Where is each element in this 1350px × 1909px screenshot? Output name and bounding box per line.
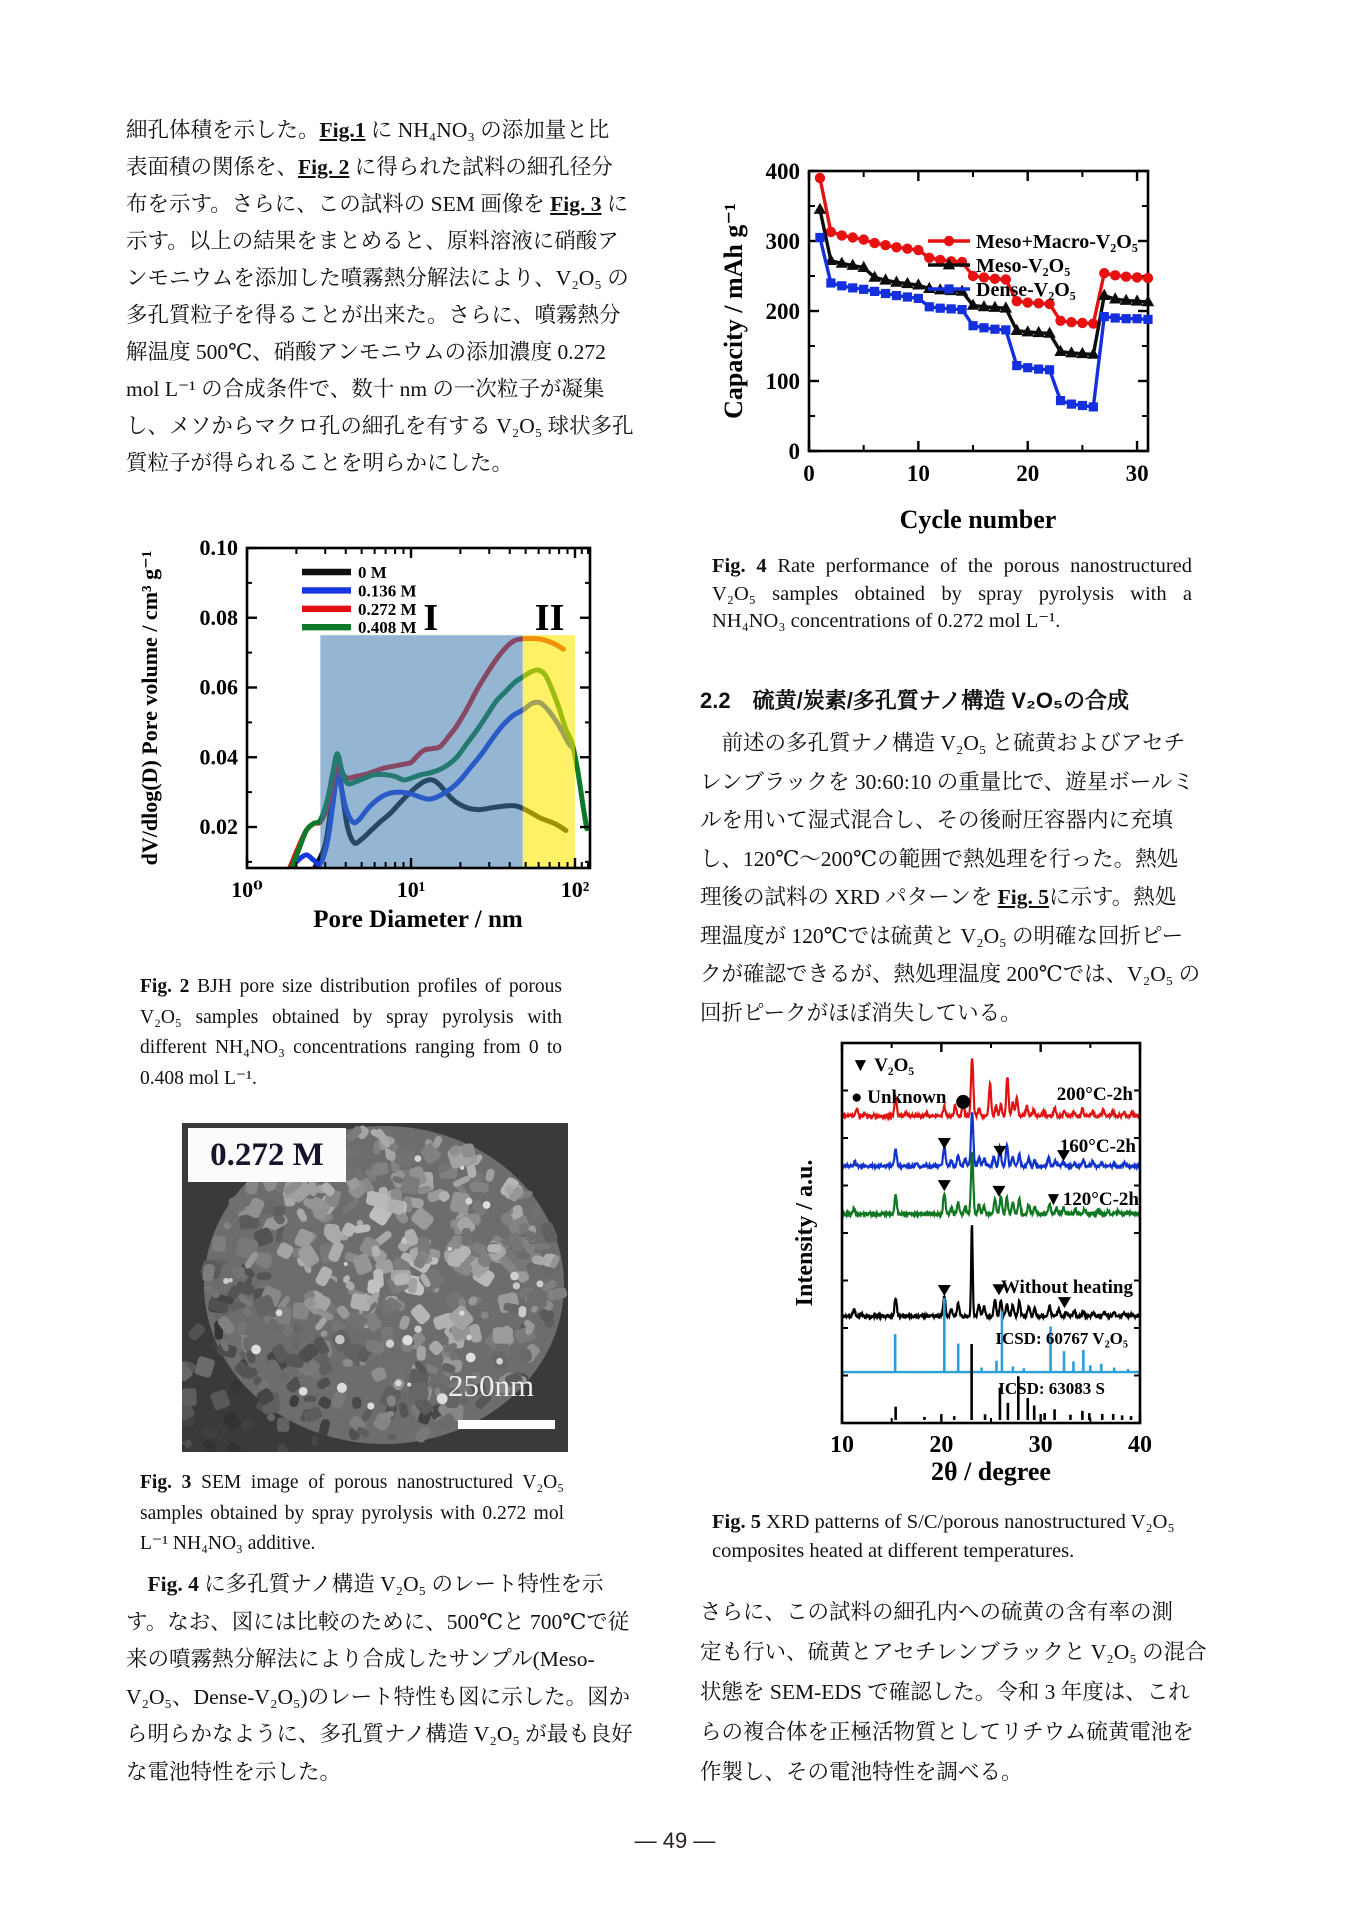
svg-text:100: 100 (765, 369, 800, 394)
text-line: 示す。以上の結果をまとめると、原料溶液に硝酸ア (126, 229, 619, 253)
svg-text:0.04: 0.04 (199, 744, 238, 770)
svg-text:Intensity / a.u.: Intensity / a.u. (792, 1159, 818, 1307)
svg-text:0.08: 0.08 (199, 604, 238, 630)
fig4-legend (928, 231, 1138, 301)
fig2-region-I (320, 635, 522, 868)
text-line: さらに、この試料の細孔内への硫黄の含有率の測 (700, 1600, 1174, 1624)
text-line: 状態を SEM-EDS で確認した。令和 3 年度は、これ (700, 1680, 1190, 1704)
fig5-caption-prefix: Fig. 5 (712, 1511, 767, 1533)
svg-text:200°C-2h: 200°C-2h (1056, 1084, 1133, 1105)
fig5-caption-text: XRD patterns of S/C/porous nanostructured V₂O₅ composites heated at different temperatures. (712, 1511, 1175, 1562)
svg-text:400: 400 (765, 159, 800, 184)
svg-text:160°C-2h: 160°C-2h (1059, 1136, 1136, 1157)
svg-text:40: 40 (1128, 1432, 1152, 1458)
text-line: 質粒子が得られることを明らかにした。 (126, 451, 514, 475)
fig2-caption-text: BJH pore size distribution profiles of porous V₂O₅ samples obtained by spray pyrolysis with different NH₄NO₃ concentrations ranging from 0 to 0.408 mol L⁻¹. (140, 976, 562, 1089)
text-line: す。なお、図には比較のために、500℃と 700℃で従 (126, 1609, 630, 1634)
text-line: レンブラックを 30:60:10 の重量比で、遊星ボールミ (700, 769, 1194, 794)
text-line: し、メソからマクロ孔の細孔を有する V₂O₅ 球状多孔 (126, 414, 634, 438)
fig3-caption-text: SEM image of porous nanostructured V₂O₅ samples obtained by spray pyrolysis with 0.272 mol L⁻¹ NH₄NO₃ additive. (140, 1472, 564, 1554)
text-line: Fig. 4 に多孔質ナノ構造 V₂O₅ のレート特性を示 (147, 1572, 604, 1596)
svg-text:30: 30 (1125, 461, 1149, 486)
svg-text:0.408 M: 0.408 M (358, 618, 417, 638)
page-number: — 49 — (634, 1828, 716, 1853)
paragraph-sulfur-composite-synthesis (700, 724, 1200, 1032)
svg-text:Dense-V₂O₅: Dense-V₂O₅ (976, 279, 1076, 301)
fig2-region-II (523, 635, 575, 868)
fig4-caption (712, 553, 1192, 636)
svg-text:0.10: 0.10 (199, 535, 238, 560)
svg-text:Pore Diameter / nm: Pore Diameter / nm (313, 906, 523, 933)
svg-text:Capacity / mAh g⁻¹: Capacity / mAh g⁻¹ (719, 203, 748, 419)
fig3-sem-image (182, 1123, 568, 1452)
fig4-caption-text: Rate performance of the porous nanostructured V₂O₅ samples obtained by spray pyrolysis with a NH₄NO₃ concentrations of 0.272 mol L⁻¹. (712, 555, 1193, 632)
fig5-trace-3 (842, 1225, 1140, 1318)
svg-text:ICSD: 60767 V₂O₅: ICSD: 60767 V₂O₅ (995, 1329, 1128, 1348)
paragraph-future-work (700, 1592, 1207, 1792)
svg-text:10²: 10² (560, 877, 590, 902)
fig5-xrd-chart (780, 1030, 1160, 1490)
svg-text:10: 10 (830, 1432, 854, 1458)
fig4-caption-prefix: Fig. 4 (712, 555, 778, 577)
svg-text:10: 10 (906, 461, 930, 486)
svg-text:Without heating: Without heating (1000, 1277, 1133, 1298)
svg-text:20: 20 (929, 1432, 954, 1458)
svg-text:dV/dlog(D) Pore volume / cm³ g: dV/dlog(D) Pore volume / cm³ g⁻¹ (137, 550, 162, 866)
svg-text:2θ / degree: 2θ / degree (931, 1457, 1051, 1486)
svg-text:200: 200 (765, 299, 800, 324)
svg-text:0: 0 (788, 439, 800, 464)
fig2-legend (302, 563, 417, 637)
fig2-caption-prefix: Fig. 2 (140, 976, 198, 997)
section-heading-2-2: 2.2 硫黄/炭素/多孔質ナノ構造 V₂O₅の合成 (700, 688, 1130, 713)
svg-text:0.02: 0.02 (199, 814, 238, 839)
text-line: 来の噴霧熱分解法により合成したサンプル(Meso- (126, 1647, 595, 1671)
svg-text:Meso-V₂O₅: Meso-V₂O₅ (976, 255, 1071, 277)
text-line: ンモニウムを添加した噴霧熱分解法により、V₂O₅ の (126, 266, 629, 290)
sem-concentration-label: 0.272 M (188, 1128, 346, 1182)
svg-text:20: 20 (1016, 461, 1040, 486)
svg-text:0 M: 0 M (358, 563, 387, 582)
sem-scalebar-label: 250nm (448, 1368, 535, 1403)
svg-text:0.06: 0.06 (199, 674, 238, 700)
fig2-caption (140, 972, 562, 1094)
svg-text:ICSD: 63083 S: ICSD: 63083 S (998, 1379, 1105, 1398)
fig5-caption (712, 1508, 1206, 1566)
text-line: クが確認できるが、熱処理温度 200℃では、V₂O₅ の (700, 962, 1201, 986)
svg-text:▼ V₂O₅: ▼ V₂O₅ (851, 1055, 915, 1076)
text-line: 布を示す。さらに、この試料の SEM 画像を Fig. 3 に (126, 192, 629, 216)
sem-scalebar (458, 1420, 555, 1429)
text-line: 表面積の関係を、Fig. 2 に得られた試料の細孔径分 (126, 155, 613, 179)
svg-text:II: II (534, 597, 565, 639)
fig2-pore-size-chart (120, 420, 600, 940)
text-line: し、120℃～200℃の範囲で熱処理を行った。熱処 (700, 846, 1179, 871)
svg-text:● Unknown: ● Unknown (851, 1087, 947, 1108)
text-line: 回折ピークがほぼ消失している。 (700, 1000, 1022, 1025)
svg-text:300: 300 (765, 229, 800, 254)
text-line: 前述の多孔質ナノ構造 V₂O₅ と硫黄およびアセチ (700, 731, 1186, 755)
svg-text:0.136 M: 0.136 M (358, 581, 417, 601)
text-line: 理後の試料の XRD パターンを Fig. 5に示す。熱処 (700, 885, 1177, 909)
text-line: ルを用いて湿式混合し、その後耐圧容器内に充填 (700, 808, 1174, 832)
text-line: V₂O₅、Dense-V₂O₅)のレート特性も図に示した。図か (126, 1684, 631, 1709)
text-line: 細孔体積を示した。Fig.1 に NH₄NO₃ の添加量と比 (126, 118, 610, 142)
text-line: ら明らかなように、多孔質ナノ構造 V₂O₅ が最も良好 (126, 1722, 633, 1746)
text-line: 定も行い、硫黄とアセチレンブラックと V₂O₅ の混合 (700, 1640, 1207, 1664)
fig3-caption (140, 1468, 564, 1560)
text-line: らの複合体を正極活物質としてリチウム硫黄電池を (700, 1720, 1194, 1744)
text-line: 多孔質粒子を得ることが出来た。さらに、噴霧熱分 (126, 303, 621, 327)
svg-text:0.272 M: 0.272 M (358, 599, 417, 619)
svg-text:10⁰: 10⁰ (231, 877, 263, 902)
text-line: 作製し、その電池特性を調べる。 (700, 1760, 1023, 1784)
svg-text:10¹: 10¹ (396, 877, 426, 902)
svg-text:Cycle number: Cycle number (899, 505, 1057, 534)
text-line: 理温度が 120℃では硫黄と V₂O₅ の明確な回折ピー (700, 923, 1184, 948)
fig3-caption-prefix: Fig. 3 (140, 1472, 202, 1493)
fig4-rate-performance-chart (700, 140, 1170, 540)
svg-text:30: 30 (1028, 1432, 1053, 1458)
svg-text:Meso+Macro-V₂O₅: Meso+Macro-V₂O₅ (976, 231, 1138, 253)
text-line: 解温度 500℃、硝酸アンモニウムの添加濃度 0.272 (126, 340, 606, 364)
svg-text:I: I (423, 597, 439, 639)
svg-text:▼120°C-2h: ▼120°C-2h (1043, 1189, 1139, 1210)
text-line: な電池特性を示した。 (126, 1759, 342, 1784)
paragraph-rate-performance (126, 1566, 633, 1791)
svg-text:0: 0 (803, 461, 815, 486)
text-line: mol L⁻¹ の合成条件で、数十 nm の一次粒子が凝集 (126, 377, 605, 401)
